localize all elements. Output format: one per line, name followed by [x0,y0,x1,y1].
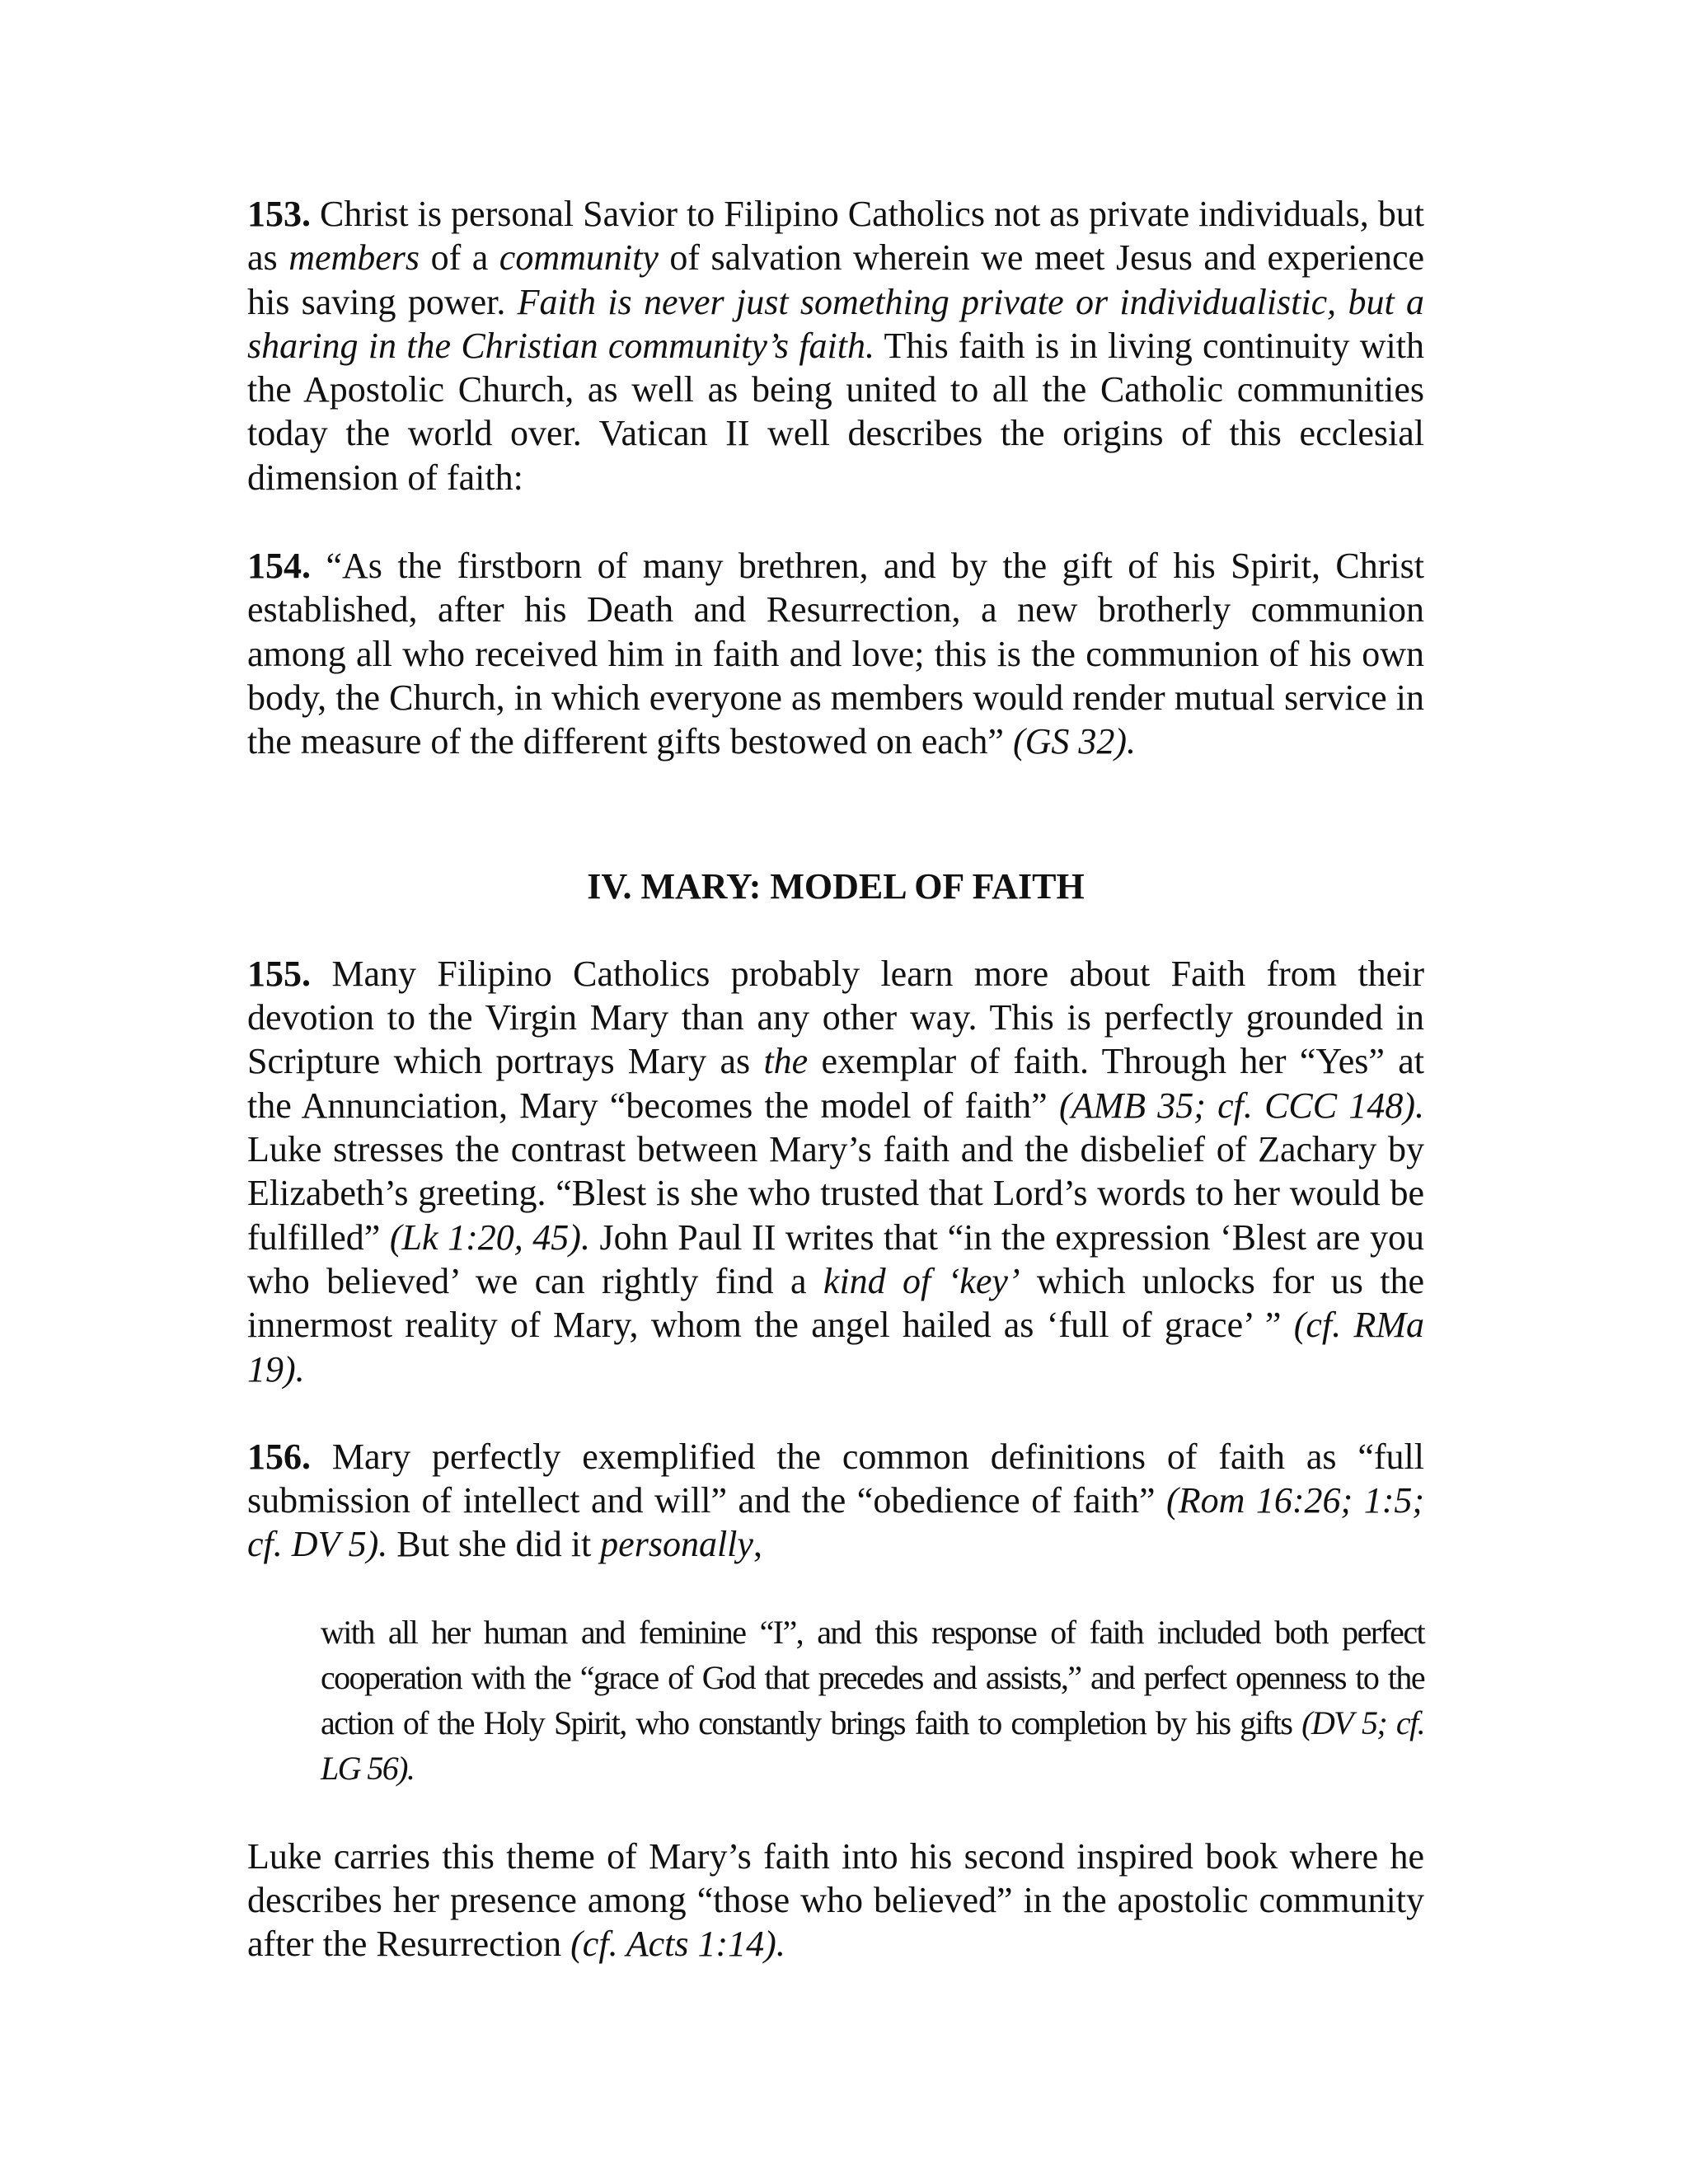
paragraph-number: 155. [247,953,311,994]
emphasis-text: Faith is never just something private or individualistic, but a sharing in the Christian community’s faith. [247,281,1424,366]
citation-text: (cf. Acts 1:14). [570,1924,785,1965]
paragraph-number: 153. [247,194,311,234]
paragraph-number: 154. [247,546,311,587]
paragraph-text: Mary perfectly exemplified the common definitions of faith as “full submission of intellect and will” and the “obedience of faith” [247,1436,1424,1521]
closing-paragraph [247,1835,1424,1966]
paragraph-text: Many Filipino Catholics probably learn more about Faith from their devotion to the Virgin Mary than any other way. This is perfectly grounded in Scripture which portrays Mary as [247,953,1424,1082]
paragraph-text: This faith is in living continuity with the Apostolic Church, as well as being united to all the Catholic communities today the world over. Vatican II well describes the origins of this ecclesial dimension of faith: [247,325,1424,498]
emphasis-text: personally [600,1524,753,1565]
paragraph-154 [247,544,1424,763]
page-content [247,192,1424,1966]
citation-text: (cf. RMa 19). [247,1305,1424,1390]
paragraph-text: of salvation wherein we meet Jesus and experience his saving power. [247,237,1425,322]
paragraph-text: Luke stresses the contrast between Mary’s faith and the disbelief of Zachary by Elizabeth’s greeting. “Blest is she who trusted that Lord’s words to her would be fulfilled” [247,1129,1424,1258]
paragraph-number: 156. [247,1436,311,1477]
emphasis-text: members [288,237,420,279]
paragraph-text: which unlocks for us the innermost reality of Mary, whom the angel hailed as ‘full of grace’ ” [247,1260,1425,1346]
paragraph-text: John Paul II writes that “in the expression ‘Blest are you who believed’ we can rightly find a [247,1216,1424,1301]
citation-text: (Lk 1:20, 45). [389,1216,590,1258]
paragraph-text: “As the firstborn of many brethren, and by the gift of his Spirit, Christ established, after his Death and Resurrection, a new brotherly communion among all who received him in faith and love; this is the communion of his own body, the Church, in which everyone as members would render mutual service in the measure of the different gifts bestowed on each” [247,546,1424,762]
paragraph-text: , [753,1524,762,1565]
citation-text: (AMB 35; cf. CCC 148). [1058,1085,1424,1126]
block-quote [321,1610,1424,1791]
paragraph-text: But she did it [387,1524,601,1565]
paragraph-153 [247,192,1424,499]
section-heading: IV. MARY: MODEL OF FAITH [587,865,1085,907]
citation-text: (DV 5; cf. LG 56). [321,1704,1424,1787]
paragraph-text: of a [420,237,499,279]
quote-text: with all her human and feminine “I”, and this response of faith included both perfect cooperation with the “grace of God that precedes and assists,” and perfect openness to the action of the Holy Spirit, who constantly brings faith to completion by his gifts [321,1613,1424,1741]
paragraph-155 [247,952,1424,1391]
paragraph-text: Luke carries this theme of Mary’s faith into his second inspired book where he describes her presence among “those who believed” in the apostolic community after the Resurrection [247,1835,1424,1965]
emphasis-text: community [499,237,659,279]
paragraph-text: Christ is personal Savior to Filipino Catholics not as private individuals, but as [247,194,1424,279]
citation-text: (Rom 16:26; 1:5; cf. DV 5). [247,1480,1424,1565]
citation-text: (GS 32). [1012,721,1137,762]
paragraph-text: exemplar of faith. Through her “Yes” at the Annunciation, Mary “becomes the model of faith” [247,1041,1424,1126]
emphasis-text: kind of ‘key’ [823,1260,1020,1301]
paragraph-156 [247,1435,1424,1567]
emphasis-text: the [763,1041,809,1082]
